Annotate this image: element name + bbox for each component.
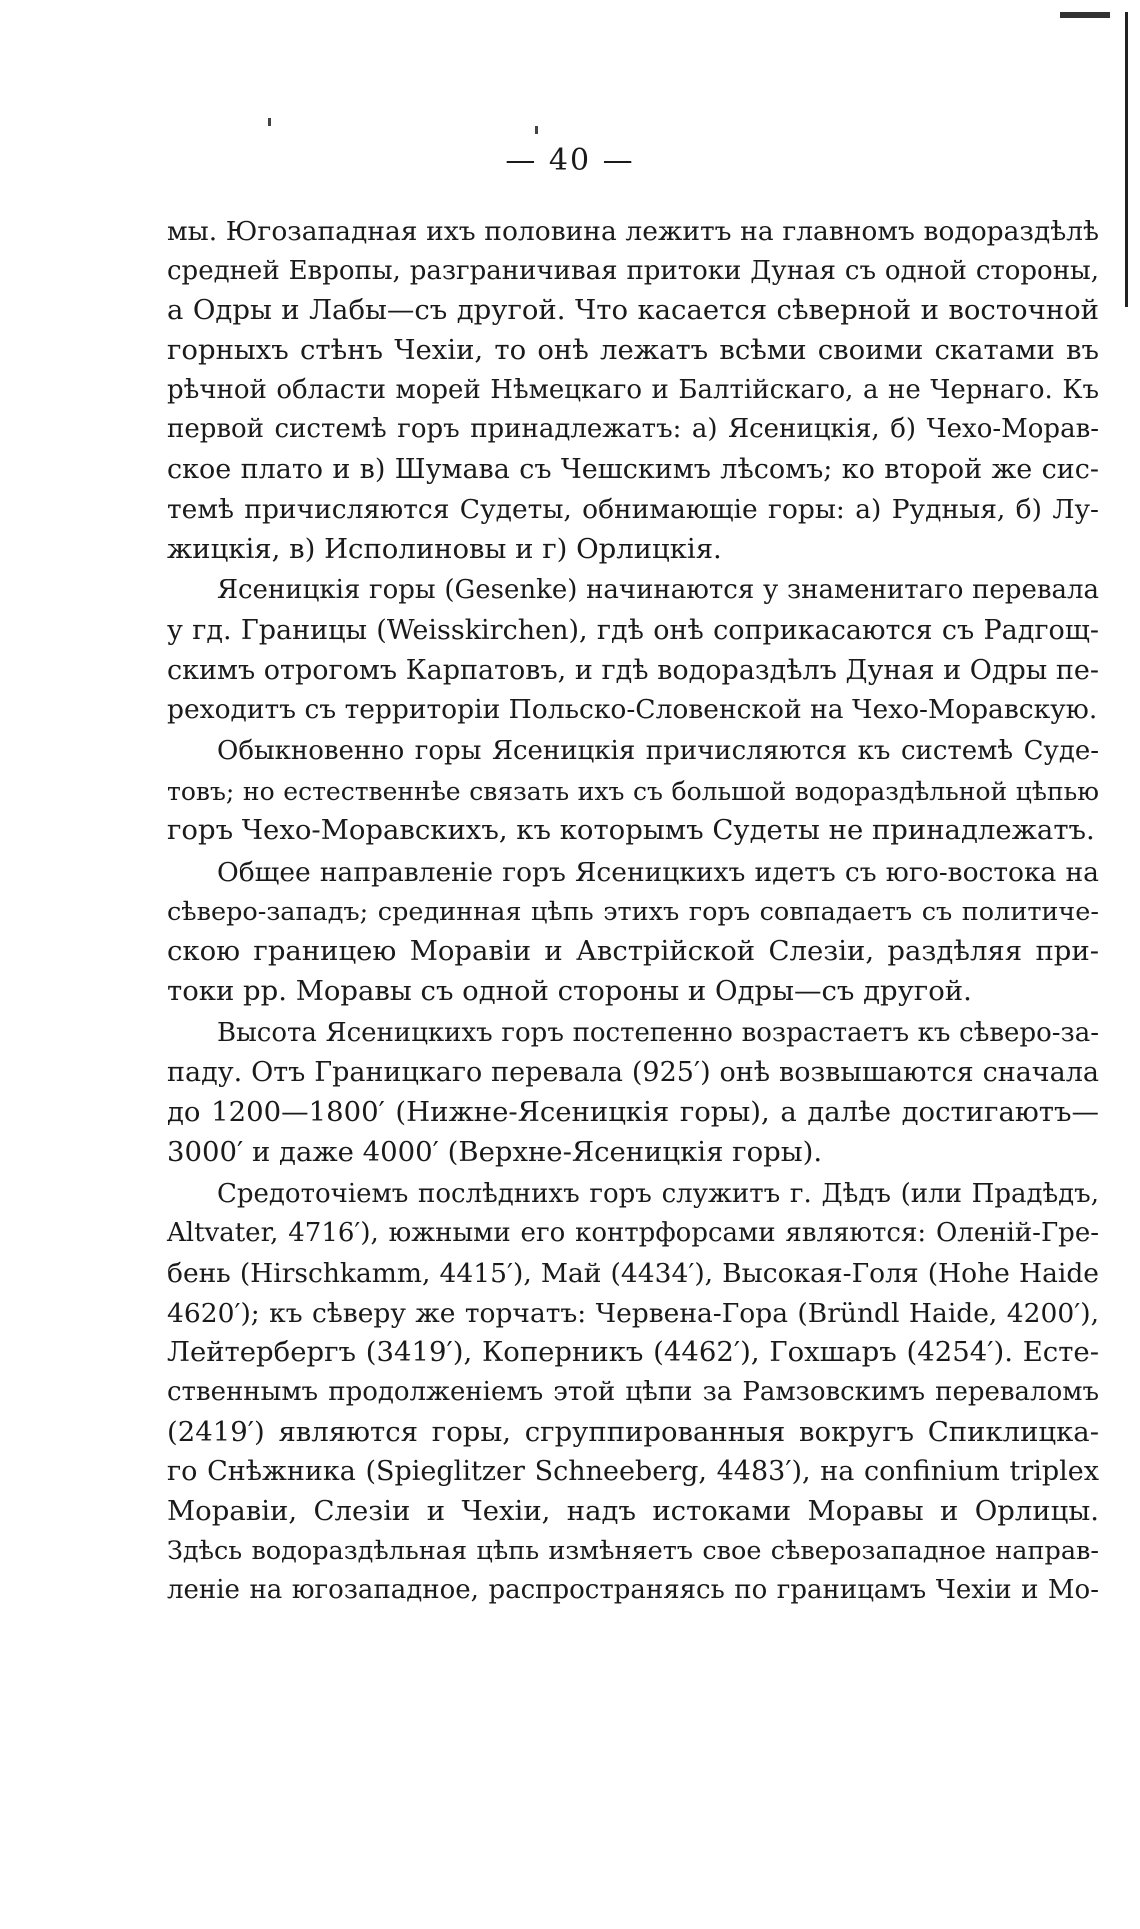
text-line: токи рр. Моравы съ одной стороны и Одры—съ другой. [167,975,972,1008]
text-line: а Одры и Лабы—съ другой. Что касается сѣверной и восточной [167,294,1099,327]
paragraph [167,732,1099,851]
paragraph [167,571,1099,730]
text-line: Обыкновенно горы Ясеницкія причисляются къ системѣ Судe- [217,735,1099,766]
text-line: Здѣсь водораздѣльная цѣпь измѣняетъ свое сѣверозападное направ- [167,1535,1099,1566]
text-line: Высота Ясеницкихъ горъ постепенно возрастаетъ къ сѣверо-за- [217,1017,1099,1048]
text-line: Средоточіемъ послѣднихъ горъ служитъ г. Дѣдъ (или Прадѣдъ, [217,1178,1099,1209]
text-line: до 1200—1800′ (Нижне-Ясеницкія горы), а далѣе достигаютъ— [167,1096,1099,1129]
text-line: ское плато и в) Шумава съ Чешскимъ лѣсомъ; ко второй же сис- [167,454,1099,486]
text-line: Лейтербергъ (3419′), Коперникъ (4462′), Гохшаръ (4254′). Есте- [167,1336,1099,1369]
paragraph [167,212,1099,569]
text-line: скою границею Моравіи и Австрійской Слезіи, раздѣляя при- [167,935,1099,968]
text-line: первой системѣ горъ принадлежатъ: а) Ясеницкія, б) Чехо-Морав- [167,414,1099,445]
text-line: Общее направленіе горъ Ясеницкихъ идетъ съ юго-востока на [217,857,1099,888]
text-line: средней Европы, разграничивая притоки Дуная съ одной стороны, [167,255,1099,286]
text-line: сѣверо-западъ; срединная цѣпь этихъ горъ совпадаетъ съ политиче- [167,896,1099,927]
text-line: ственнымъ продолженіемъ этой цѣпи за Рамзовскимъ переваломъ [167,1376,1099,1407]
body-text [167,212,1099,1611]
scan-speck [268,118,271,126]
text-line: паду. Отъ Границкаго перевала (925′) онѣ возвышаются сначала [167,1057,1099,1089]
scan-speck [535,126,538,134]
text-line: (2419′) являются горы, сгруппированныя вокругъ Спиклицка- [167,1415,1099,1448]
text-line: го Снѣжника (Spieglitzer Schneeberg, 4483′), на confinium triplex [167,1456,1099,1488]
paragraph [167,853,1099,1012]
text-line: жицкія, в) Исполиновы и г) Орлицкія. [167,532,722,565]
text-line: скимъ отрогомъ Карпатовъ, и гдѣ водораздѣлъ Дуная и Одры пе- [167,654,1099,686]
paragraph [167,1014,1099,1173]
text-line: у гд. Границы (Weisskirchen), гдѣ онѣ соприкасаются съ Радгощ- [167,614,1099,646]
text-line: мы. Югозападная ихъ половина лежитъ на главномъ водораздѣлѣ [167,216,1099,247]
text-line: горъ Чехо-Моравскихъ, къ которымъ Судеты не принадлежатъ. [167,814,1095,847]
text-line: 3000′ и даже 4000′ (Верхне-Ясеницкія горы). [167,1135,823,1168]
text-line: рѣчной области морей Нѣмецкаго и Балтійскаго, а не Чернаго. Къ [167,374,1099,405]
scan-edge-mark [1060,12,1110,18]
text-line: леніе на югозападное, распространяясь по границамъ Чехіи и Мо- [167,1575,1099,1606]
text-line: Ясеницкія горы (Gesenke) начинаются у знаменитаго перевала [217,575,1099,606]
paragraph [167,1175,1099,1612]
text-line: реходитъ съ территоріи Польско-Словенской на Чехо-Моравскую. [167,694,1098,726]
text-line: Моравіи, Слезіи и Чехіи, надъ истоками Моравы и Орлицы. [167,1495,1099,1527]
text-line: 4620′); къ сѣверу же торчатъ: Червена-Гора (Bründl Haide, 4200′), [167,1297,1099,1329]
text-line: горныхъ стѣнъ Чехіи, то онѣ лежатъ всѣми своими скатами въ [167,334,1099,367]
text-line: бень (Hirschkamm, 4415′), Май (4434′), Высокая-Голя (Hohe Haide [167,1257,1099,1289]
text-line: Altvater, 4716′), южными его контрфорсами являются: Оленій-Гре- [167,1218,1099,1249]
page-number: — 40 — [505,143,635,178]
text-line: товъ; но естественнѣе связать ихъ съ большой водораздѣльной цѣпью [167,776,1099,806]
text-line: темѣ причисляются Судеты, обнимающіе горы: а) Рудныя, б) Лу- [167,493,1099,525]
